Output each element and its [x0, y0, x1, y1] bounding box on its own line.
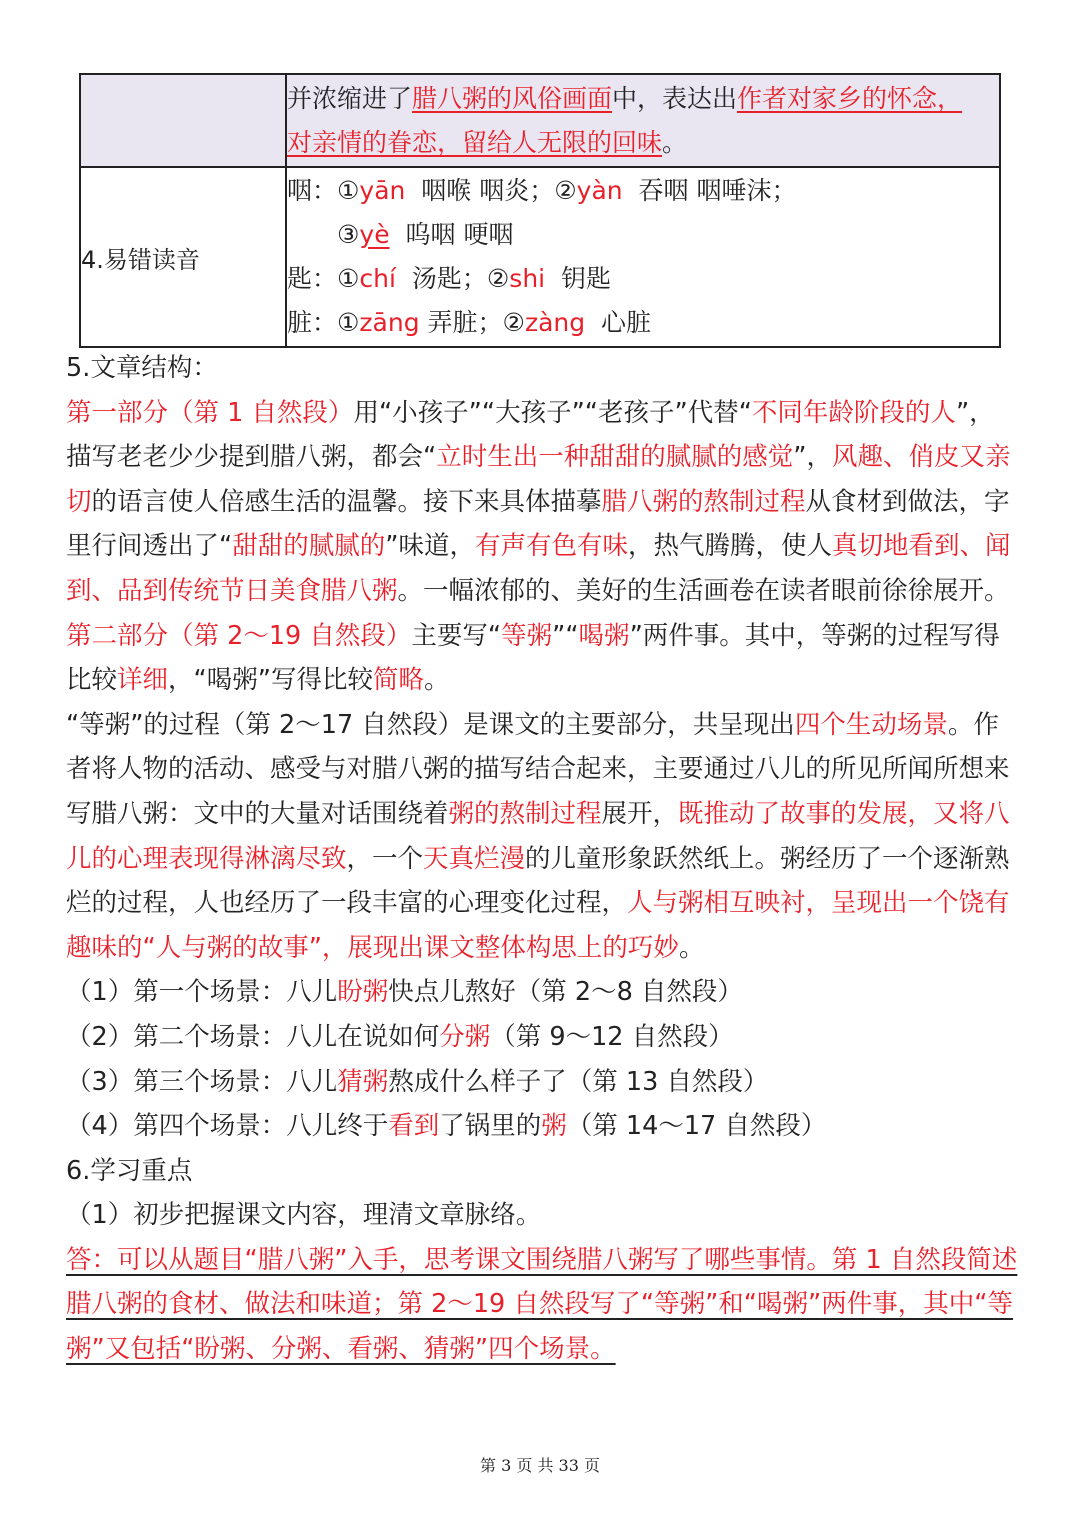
answer: 答：可以从题目“腊八粥”入手，思考课文围绕腊八粥写了哪些事情。第 1 自然段简述腊八粥的食材、做法和味道；第 2～19 自然段写了“等粥”和“喝粥”两件事，其中“等粥”又包括“盼粥、分粥、看粥、猜粥”四个场景。	[66, 1244, 1018, 1365]
pronunciation-line: ③yè 呜咽 哽咽	[337, 220, 514, 249]
pinyin: zāng	[359, 308, 420, 337]
text-span: 并浓缩进了	[287, 83, 413, 113]
highlight-text: 作者对家乡的怀念，	[737, 83, 963, 113]
list-item: （4）第四个场景：八儿终于看到了锅里的粥（第 14～17 自然段）	[66, 1111, 827, 1142]
pinyin: yè	[359, 220, 390, 249]
pronunciation-line: 匙：①chí 汤匙；②shi 钥匙	[287, 264, 612, 293]
section-heading: 6.学习重点	[66, 1155, 193, 1186]
table-label-cell	[80, 74, 286, 167]
paragraph: 第一部分（第 1 自然段）用“小孩子”“大孩子”“老孩子”代替“不同年龄阶段的人”，描写老老少少提到腊八粥，都会“立时生出一种甜甜的腻腻的感觉”，风趣、俏皮又亲切的语言使人倍感生活的温馨。接下来具体描摹腊八粥的熬制过程从食材到做法，字里行间透出了“甜甜的腻腻的”味道，有声有色有味，热气腾腾，使人真切地看到、闻到、品到传统节日美食腊八粥。一幅浓郁的、美好的生活画卷在读者眼前徐徐展开。	[66, 397, 1011, 606]
page-footer: 第 3 页 共 33 页	[480, 1456, 600, 1475]
highlight-text: 对亲情的眷恋，留给人无限的回味	[287, 127, 663, 157]
question: （1）初步把握课文内容，理清文章脉络。	[66, 1200, 542, 1231]
main-content	[66, 346, 1018, 1372]
table-content-cell	[286, 167, 1000, 347]
pinyin: yàn	[576, 176, 623, 205]
text-span: 。	[662, 127, 688, 157]
text-span: 中，表达出	[612, 83, 738, 113]
pinyin: shi	[509, 264, 546, 293]
list-item: （1）第一个场景：八儿盼粥快点儿熬好（第 2～8 自然段）	[66, 977, 743, 1008]
pinyin: zàng	[524, 308, 586, 337]
table-row	[80, 74, 1000, 167]
list-item: （3）第三个场景：八儿猜粥熬成什么样子了（第 13 自然段）	[66, 1066, 769, 1097]
list-item: （2）第二个场景：八儿在说如何分粥（第 9～12 自然段）	[66, 1021, 734, 1052]
paragraph: “等粥”的过程（第 2～17 自然段）是课文的主要部分，共呈现出四个生动场景。作者将人物的活动、感受与对腊八粥的描写结合起来，主要通过八儿的所见所闻所想来写腊八粥：文中的大量对话围绕着粥的熬制过程展开，既推动了故事的发展，又将八儿的心理表现得淋漓尽致，一个天真烂漫的儿童形象跃然纸上。粥经历了一个逐渐熟烂的过程，人也经历了一段丰富的心理变化过程，人与粥相互映衬，呈现出一个饶有趣味的“人与粥的故事”，展现出课文整体构思上的巧妙。	[66, 709, 1010, 963]
pronunciation-line: 咽：①yān 咽喉 咽炎；②yàn 吞咽 咽唾沫；	[287, 176, 797, 205]
row-label: 4.易错读音	[81, 245, 200, 274]
reading-table	[79, 73, 1001, 348]
table-row	[80, 167, 1000, 347]
pronunciation-line: 脏：①zāng 弄脏；②zàng 心脏	[287, 308, 652, 337]
table-label-cell	[80, 167, 286, 347]
table-content-cell	[286, 74, 1000, 167]
paragraph: 第二部分（第 2～19 自然段）主要写“等粥”“喝粥”两件事。其中，等粥的过程写得比较详细，“喝粥”写得比较简略。	[66, 620, 1000, 696]
pinyin: yān	[359, 176, 406, 205]
section-heading: 5.文章结构：	[66, 353, 218, 383]
highlight-text: 腊八粥的风俗画面	[412, 83, 613, 113]
pinyin: chí	[359, 264, 396, 293]
